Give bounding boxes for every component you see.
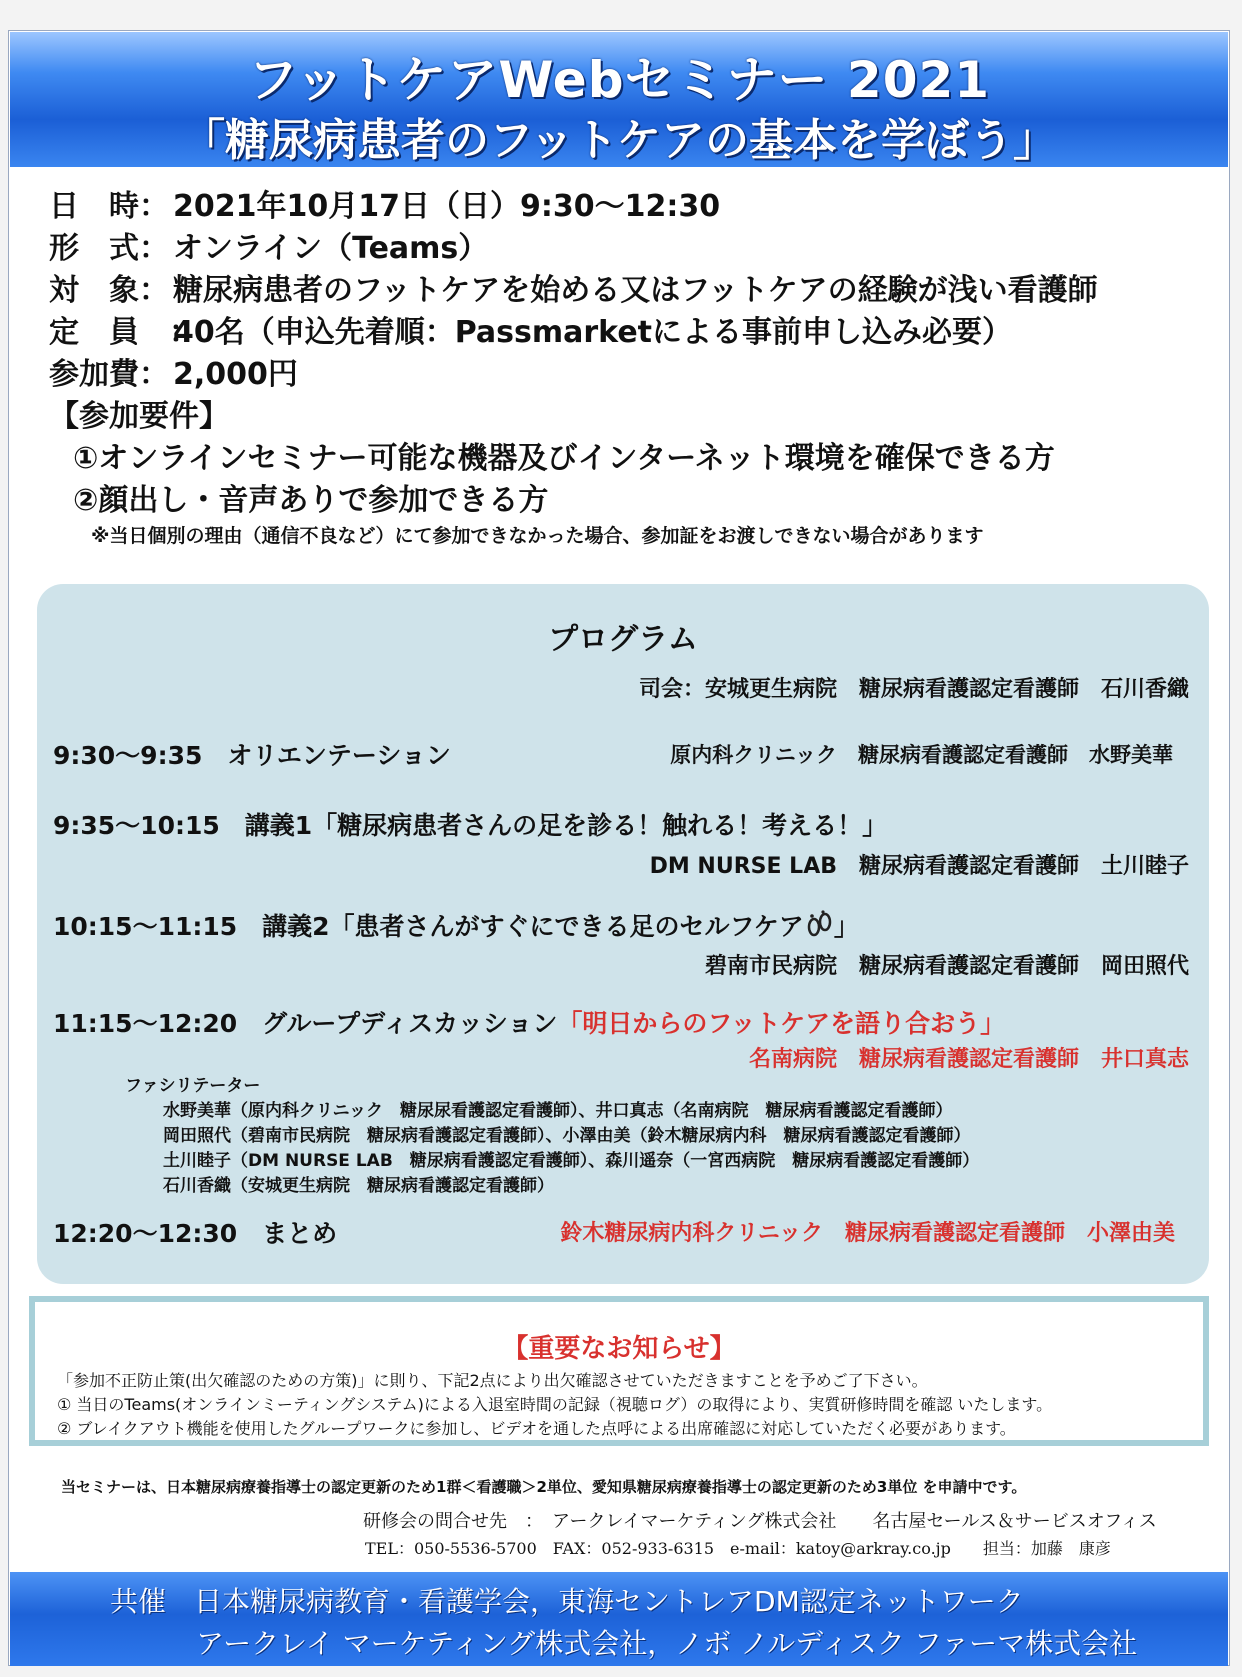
program-panel (37, 584, 1209, 1284)
session-title-text: 11:15〜12:20 グループディスカッション (53, 1009, 558, 1038)
contact-details: TEL：050-5536-5700 FAX：052-933-6315 e-mail：katoy@arkray.co.jp 担当：加藤 康彦 (365, 1539, 1111, 1558)
session-title: 12:20〜12:30 まとめ (53, 1219, 338, 1248)
detail-label: 対 象： (49, 273, 169, 308)
session-topic: 「明日からのフットケアを語り合おう」 (557, 1009, 1006, 1038)
session-speaker: 名南病院 糖尿病看護認定看護師 井口真志 (748, 1047, 1189, 1072)
sponsor-line: 共催 日本糖尿病教育・看護学会，東海セントレアDM認定ネットワーク (110, 1585, 1024, 1618)
detail-value: 2021年10月17日（日）9:30〜12:30 (173, 189, 721, 224)
notice-line: ② ブレイクアウト機能を使用したグループワークに参加し、ビデオを通した点呼による出席確認に対応していただく必要があります。 (57, 1419, 1016, 1438)
detail-label: 形 式： (49, 231, 169, 266)
session-title (53, 907, 859, 943)
session-title-text: 10:15〜11:15 講義2「患者さんがすぐにできる足のセルフケア (53, 912, 804, 941)
flyer-sheet (8, 30, 1230, 1666)
requirements-heading: 【参加要件】 (49, 399, 229, 434)
facilitator-label: ファシリテーター (125, 1076, 261, 1096)
session-speaker: DM NURSE LAB 糖尿病看護認定看護師 土川睦子 (649, 854, 1189, 879)
session-title: 9:30〜9:35 オリエンテーション (53, 741, 451, 770)
session-title-close: 」 (833, 912, 859, 941)
detail-value: 2,000円 (173, 357, 298, 392)
detail-label: 日 時： (49, 189, 169, 224)
session-speaker: 原内科クリニック 糖尿病看護認定看護師 水野美華 (670, 743, 1173, 767)
detail-value: 40名（申込先着順：Passmarketによる事前申し込み必要） (173, 315, 1013, 350)
detail-label: 参加費： (49, 357, 169, 392)
notice-line: 「参加不正防止策(出欠確認のための方策)」に則り、下記2点により出欠確認させていただきますことを予めご了下さい。 (57, 1371, 928, 1390)
sponsor-line: アークレイ マーケティング株式会社，ノボ ノルディスク ファーマ株式会社 (196, 1627, 1138, 1660)
session-speaker: 鈴木糖尿病内科クリニック 糖尿病看護認定看護師 小澤由美 (560, 1221, 1175, 1246)
sponsor-banner (10, 1572, 1228, 1666)
requirement-item: ②顔出し・音声ありで参加できる方 (73, 483, 549, 518)
facilitator-line: 水野美華（原内科クリニック 糖尿尿看護認定看護師）、井口真志（名南病院 糖尿病看護認定看護師） (163, 1101, 953, 1121)
session-speaker: 碧南市民病院 糖尿病看護認定看護師 岡田照代 (704, 954, 1189, 979)
notice-line: ① 当日のTeams(オンラインミーティングシステム)による入退室時間の記録（視聴ログ）の取得により、実質研修時間を確認 いたします。 (57, 1395, 1053, 1414)
requirement-item: ①オンラインセミナー可能な機器及びインターネット環境を確保できる方 (73, 441, 1055, 476)
important-notice (29, 1296, 1209, 1446)
detail-label: 定 員 ： (49, 315, 199, 350)
seminar-subtitle: 「糖尿病患者のフットケアの基本を学ぼう」 (180, 115, 1058, 166)
program-chair: 司会：安城更生病院 糖尿病看護認定看護師 石川香織 (638, 677, 1189, 702)
notice-title: 【重要なお知らせ】 (502, 1334, 736, 1364)
facilitator-line: 石川香織（安城更生病院 糖尿病看護認定看護師） (163, 1176, 554, 1196)
header-banner (10, 32, 1228, 167)
detail-fee (49, 349, 298, 393)
facilitator-line: 土川睦子（DM NURSE LAB 糖尿病看護認定看護師）、森川遥奈（一宮西病院 糖尿病看護認定看護師） (163, 1151, 980, 1171)
detail-capacity (49, 307, 1012, 351)
detail-format (49, 223, 488, 267)
detail-value: オンライン（Teams） (173, 231, 489, 266)
detail-target (49, 265, 1098, 309)
session-title: 9:35〜10:15 講義1「糖尿病患者さんの足を診る！触れる！考える！」 (53, 811, 888, 840)
contact-line: 研修会の問合せ先 ： アークレイマーケティング株式会社 名古屋セールス＆サービスオフィス (363, 1511, 1157, 1532)
program-title: プログラム (548, 622, 698, 657)
detail-datetime (49, 181, 720, 225)
detail-value: 糖尿病患者のフットケアを始める又はフットケアの経験が浅い看護師 (173, 273, 1098, 308)
session-title (53, 1004, 1005, 1040)
credit-note: 当セミナーは、日本糖尿病療養指導士の認定更新のため1群＜看護職＞2単位、愛知県糖尿病療養指導士の認定更新のため3単位 を申請中です。 (61, 1478, 1027, 1496)
seminar-title: フットケアWebセミナー 2021 (247, 51, 991, 109)
requirements-note: ※当日個別の理由（通信不良など）にて参加できなかった場合、参加証をお渡しできない場合があります (91, 525, 984, 547)
footprint-icon (804, 910, 834, 940)
facilitator-line: 岡田照代（碧南市民病院 糖尿病看護認定看護師）、小澤由美（鈴木糖尿病内科 糖尿病看護認定看護師） (163, 1126, 971, 1146)
